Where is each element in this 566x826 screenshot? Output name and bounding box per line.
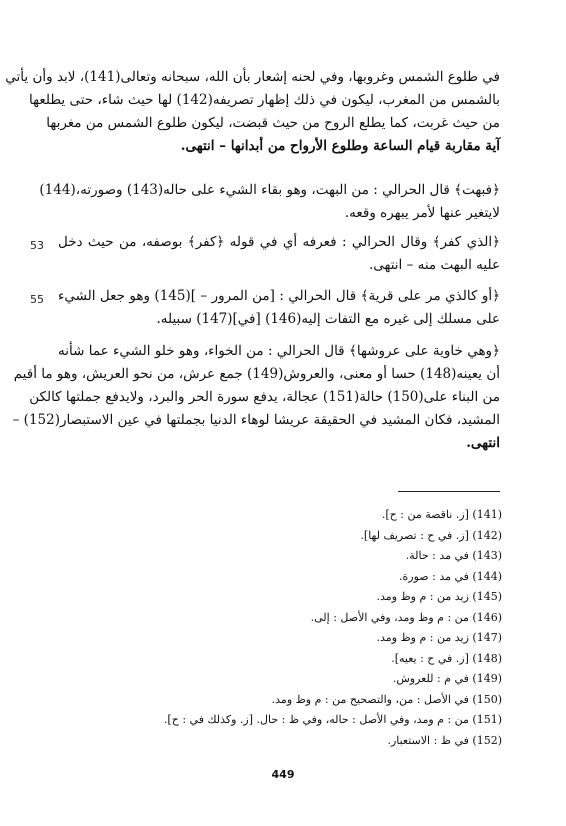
footnote: (148) [ز. في ح : يعيه].: [391, 651, 502, 665]
text-line: ﴿وهي خاوية على عروشها﴾ قال الحرالي : من الخواء، وهو خلو الشيء عما شأنه: [58, 343, 500, 359]
text-line: على مسلك إلى غيره مع التفات إليه(146) [في](147) سبيله.: [156, 311, 500, 327]
page-number: 449: [271, 768, 295, 781]
footnote: (142) [ز. في ح : تصريف لها].: [360, 528, 502, 542]
footnote: (151) من : م ومد، وفي الأصل : حاله، وفي ظ : حال. [ز. وكذلك في : ح].: [163, 713, 502, 726]
text-line: من حيث غربت، كما يطلع الروح من حيث قبضت، ليكون طلوع الشمس من مغربها: [46, 115, 500, 131]
footnote: (144) في مد : صورة.: [399, 569, 502, 583]
text-line: من البناء على(150) حالة(151) عجالة، يدفع سورة الحر والبرد، ولايدفع جملتها كالكن: [29, 389, 500, 405]
footnote: (150) في الأصل : من، والتصحيح من : م وظ ومد.: [271, 692, 502, 706]
paragraph-3: [58, 231, 500, 277]
text-line: ﴿فبهت﴾ قال الحرالي : من البهت، وهو بقاء الشيء على حاله(143) وصورته،(144): [39, 182, 500, 198]
footnote: (146) من : م وظ ومد، وفي الأصل : إلى.: [310, 610, 502, 624]
text-line: آية مقاربة قيام الساعة وطلوع الأرواح من أبدانها – انتهى.: [180, 138, 500, 154]
text-line: ﴿الذي كفر﴾ وقال الحرالي : فعرفه أي في قوله ﴿كفر﴾ بوصفه، من حيث دخل: [58, 234, 500, 250]
paragraph-2: [39, 179, 500, 225]
text-line: بالشمس من المغرب، ليكون في ذلك إظهار تصريفه(142) لها حيث شاء، حتى يطلعها: [29, 92, 500, 108]
paragraph-5: [12, 340, 500, 455]
verse-number: 53: [30, 239, 44, 252]
text-line: عليه البهت منه – انتهى.: [368, 257, 500, 273]
footnote: (149) في م : للعروش.: [392, 672, 502, 685]
paragraph-1: [5, 66, 500, 158]
paragraph-4: [58, 285, 500, 331]
footnote-divider: [398, 491, 500, 492]
footnote: (141) [ز. ناقصة من : ح].: [381, 508, 502, 521]
text-line: أن يعينه(148) حسا أو معنى، والعروش(149) جمع عرش، من نحو العريش، وهو ما أقيم: [13, 366, 500, 382]
footnote: (152) في ظ : الاستعبار.: [387, 733, 502, 747]
footnote: (143) في مد : حالة.: [405, 549, 502, 562]
text-line: المشيد، فكان المشيد في الحقيقة عريشا لوهاء الدنيا بجملتها في عين الاستبصار(152) –: [12, 412, 500, 428]
text-line: في طلوع الشمس وغروبها، وفي لحنه إشعار بأن الله، سبحانه وتعالى(141)، لابد وأن يأتي: [5, 69, 500, 85]
text-line: ﴿أو كالذي مر على قرية﴾ قال الحرالي : [من المرور – ](145) وهو جعل الشيء: [58, 288, 500, 304]
verse-number: 55: [30, 293, 44, 306]
text-line: لايتغير عنها لأمر يبهره وقعه.: [344, 205, 500, 221]
footnote: (145) زيد من : م وظ ومد.: [376, 590, 502, 603]
footnote: (147) زيد من : م وظ ومد.: [376, 631, 502, 644]
text-line: انتهى.: [466, 435, 500, 451]
